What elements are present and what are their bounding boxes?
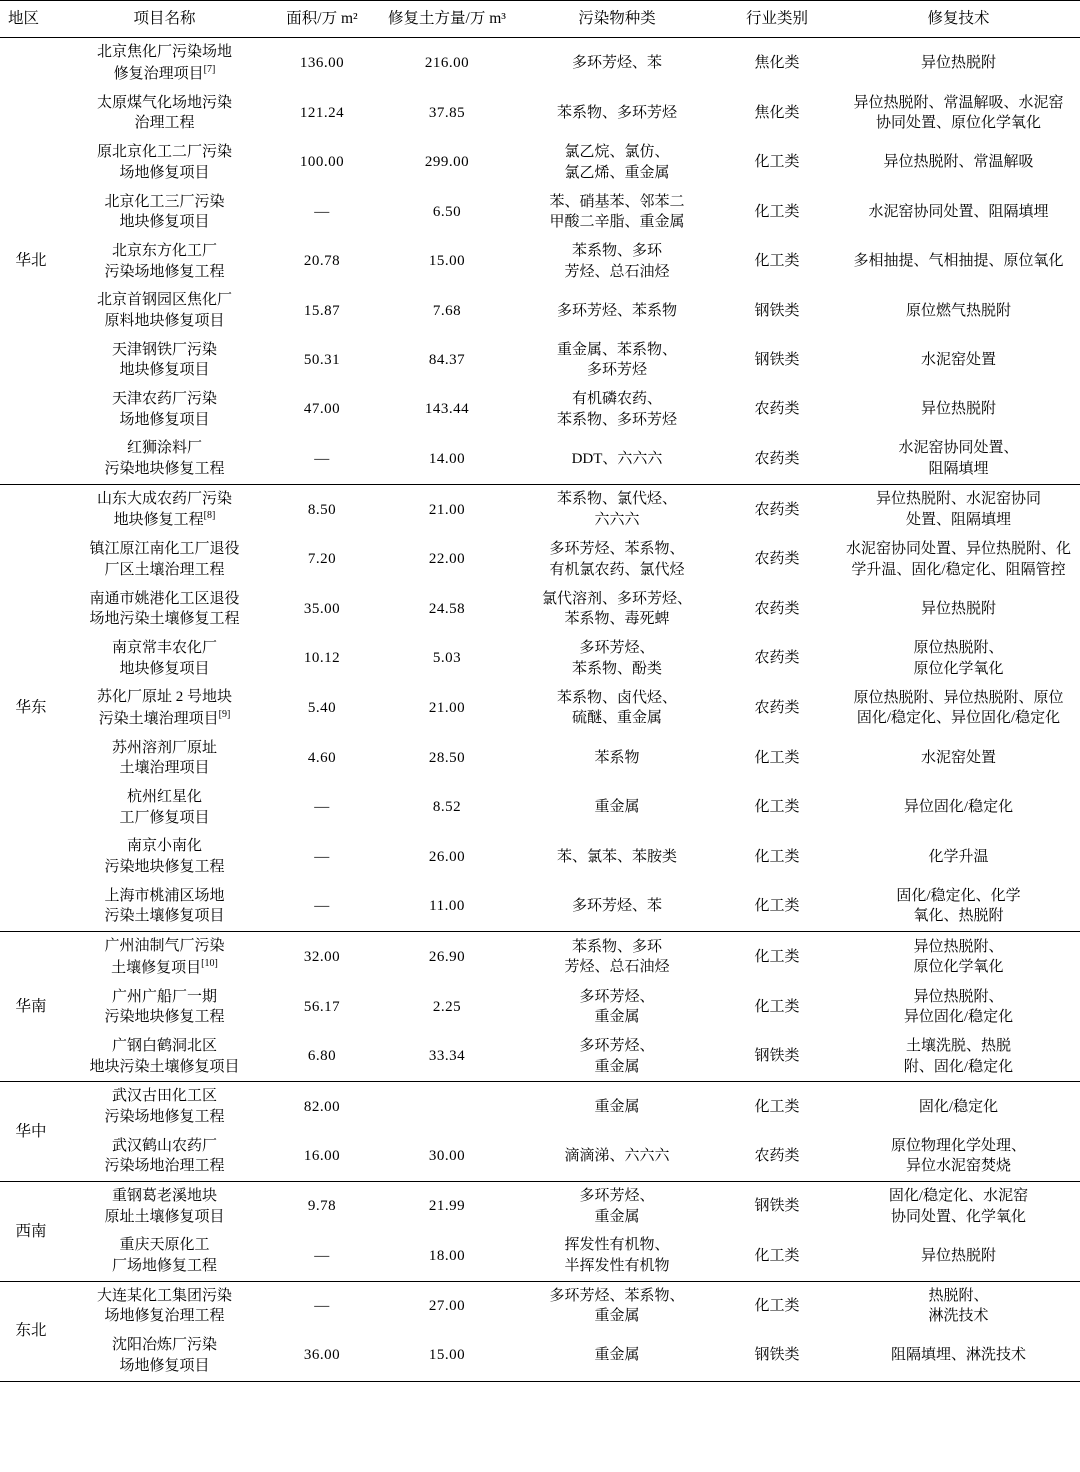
pollutant-cell: 氯乙烷、氯仿、 氯乙烯、重金属	[564, 144, 670, 181]
volume-cell: 22.00	[428, 551, 466, 568]
table-row	[0, 1281, 1080, 1331]
table-row	[0, 983, 1080, 1032]
area-cell: 136.00	[299, 55, 345, 72]
project-name-cell: 重钢葛老溪地块 原址土壤修复项目	[104, 1188, 225, 1225]
pollutant-cell: DDT、六六六	[571, 450, 663, 467]
project-name-cell: 重庆天原化工 厂场地修复工程	[111, 1237, 217, 1275]
industry-cell: 化工类	[754, 253, 800, 270]
project-name-cell: 红狮涂料厂 污染地块修复工程	[104, 440, 225, 478]
volume-cell: 143.44	[424, 401, 470, 418]
industry-cell: 化工类	[754, 1298, 800, 1315]
table-head	[0, 1, 1080, 38]
technology-cell: 土壤洗脱、热脱 附、固化/稳定化	[903, 1037, 1014, 1075]
volume-cell: 21.00	[428, 700, 466, 717]
table-row	[0, 434, 1080, 483]
volume-cell: 21.99	[428, 1198, 466, 1215]
pollutant-cell: 苯系物、多环芳烃	[556, 105, 677, 122]
project-name-cell: 广州广船厂一期 污染地块修复工程	[104, 988, 225, 1026]
pollutant-cell: 重金属	[594, 1347, 640, 1364]
pollutant-cell: 有机磷农药、 苯系物、多环芳烃	[556, 391, 677, 428]
project-name-cell: 广钢白鹤洞北区 地块污染土壤修复项目	[89, 1037, 240, 1075]
area-cell: 16.00	[303, 1147, 341, 1164]
industry-cell: 化工类	[754, 948, 800, 965]
table-row	[0, 535, 1080, 584]
area-cell: 36.00	[303, 1347, 341, 1364]
technology-cell: 固化/稳定化、化学 氧化、热脱附	[896, 887, 1021, 925]
area-cell: 7.20	[307, 551, 337, 568]
project-name-cell: 南通市姚港化工区退役 场地污染土壤修复工程	[89, 590, 240, 628]
table-row	[0, 1132, 1080, 1181]
pollutant-cell: 多环芳烃、 重金属	[579, 1037, 655, 1075]
table-row	[0, 484, 1080, 535]
volume-cell: 15.00	[428, 1347, 466, 1364]
pollutant-cell: 重金属、苯系物、 多环芳烃	[556, 341, 677, 379]
pollutant-cell: 多环芳烃、苯	[571, 898, 662, 915]
column-header-project: 项目名称	[62, 1, 267, 38]
technology-cell: 原位燃气热脱附	[905, 302, 1011, 319]
column-header-technology: 修复技术	[837, 1, 1080, 38]
column-header-volume: 修复土方量/万 m³	[377, 1, 517, 38]
project-name-cell: 沈阳冶炼厂污染 场地修复项目	[111, 1337, 217, 1374]
industry-cell: 钢铁类	[754, 302, 800, 319]
industry-cell: 农药类	[754, 501, 800, 518]
area-cell: 15.87	[303, 302, 341, 319]
separator-rule	[0, 1381, 1080, 1382]
project-name-cell: 天津钢铁厂污染 地块修复项目	[111, 341, 217, 379]
industry-cell: 化工类	[754, 998, 800, 1015]
project-name-cell: 南京常丰农化厂 地块修复项目	[111, 639, 217, 677]
area-cell: —	[314, 450, 330, 467]
area-cell: 5.40	[307, 700, 337, 717]
industry-cell: 焦化类	[754, 105, 800, 122]
pollutant-cell: 滴滴涕、六六六	[564, 1147, 670, 1164]
industry-cell: 农药类	[754, 700, 800, 717]
column-header-industry: 行业类别	[717, 1, 837, 38]
table-row	[0, 89, 1080, 138]
table-row	[0, 38, 1080, 89]
volume-cell: 28.50	[428, 749, 466, 766]
project-name-cell: 南京小南化 污染地块修复工程	[104, 838, 225, 876]
technology-cell: 水泥窑协同处置、阻隔填埋	[868, 203, 1049, 220]
industry-cell: 钢铁类	[754, 1048, 800, 1065]
industry-cell: 焦化类	[754, 55, 800, 72]
pollutant-cell: 多环芳烃、苯系物、 重金属	[549, 1287, 685, 1325]
industry-cell: 化工类	[754, 749, 800, 766]
technology-cell: 异位热脱附、 原位化学氧化	[913, 938, 1004, 976]
table-row	[0, 336, 1080, 385]
project-name-cell: 广州油制气厂污染 土壤修复项目[10]	[104, 938, 225, 976]
volume-cell: 18.00	[428, 1247, 466, 1264]
area-cell: 10.12	[303, 650, 341, 667]
project-name-cell: 杭州红星化 工厂修复项目	[119, 789, 210, 826]
technology-cell: 固化/稳定化、水泥窑 协同处置、化学氧化	[888, 1188, 1029, 1225]
pollutant-cell: 苯系物、多环 芳烃、总石油烃	[564, 242, 670, 280]
technology-cell: 异位热脱附	[920, 401, 996, 418]
region-cell: 西南	[15, 1222, 47, 1240]
technology-cell: 热脱附、 淋洗技术	[928, 1287, 989, 1325]
pollutant-cell: 多环芳烃、 重金属	[579, 1188, 655, 1225]
pollutant-cell: 苯、氯苯、苯胺类	[556, 848, 677, 865]
volume-cell: 84.37	[428, 351, 466, 368]
technology-cell: 异位热脱附、常温解吸	[883, 154, 1034, 171]
pollutant-cell: 多环芳烃、苯系物	[556, 302, 677, 319]
area-cell: 6.80	[307, 1048, 337, 1065]
area-cell: 100.00	[299, 154, 345, 171]
table-body	[0, 38, 1080, 1381]
table-row	[0, 1032, 1080, 1081]
area-cell: 56.17	[303, 998, 341, 1015]
volume-cell: 5.03	[432, 650, 462, 667]
volume-cell: 216.00	[424, 55, 470, 72]
area-cell: —	[314, 848, 330, 865]
region-cell: 东北	[15, 1322, 47, 1340]
industry-cell: 化工类	[754, 154, 800, 171]
table-row	[0, 1082, 1080, 1132]
area-cell: 20.78	[303, 253, 341, 270]
technology-cell: 水泥窑处置	[920, 749, 996, 766]
industry-cell: 农药类	[754, 551, 800, 568]
technology-cell: 原位热脱附、异位热脱附、原位 固化/稳定化、异位固化/稳定化	[853, 689, 1064, 727]
technology-cell: 异位固化/稳定化	[903, 799, 1014, 816]
project-name-cell: 天津农药厂污染 场地修复项目	[111, 391, 217, 428]
area-cell: —	[314, 1247, 330, 1264]
industry-cell: 化工类	[754, 898, 800, 915]
pollutant-cell: 苯、硝基苯、邻苯二 甲酸二辛脂、重金属	[549, 193, 685, 231]
industry-cell: 钢铁类	[754, 1198, 800, 1215]
technology-cell: 异位热脱附、常温解吸、水泥窑 协同处置、原位化学氧化	[853, 94, 1064, 132]
project-name-cell: 山东大成农药厂污染 地块修复工程[8]	[96, 490, 232, 529]
pollutant-cell: 氯代溶剂、多环芳烃、 苯系物、毒死蜱	[541, 590, 692, 628]
technology-cell: 水泥窑处置	[920, 351, 996, 368]
industry-cell: 化工类	[754, 1098, 800, 1115]
volume-cell: 24.58	[428, 600, 466, 617]
table-row	[0, 1231, 1080, 1280]
pollutant-cell: 苯系物、卤代烃、 硫醚、重金属	[556, 689, 677, 727]
volume-cell	[377, 1082, 517, 1132]
technology-cell: 水泥窑协同处置、 阻隔填埋	[898, 440, 1019, 478]
project-name-cell: 镇江原江南化工厂退役 厂区土壤治理工程	[89, 541, 240, 578]
table-row	[0, 237, 1080, 286]
project-name-cell: 北京化工三厂污染 地块修复项目	[104, 193, 225, 231]
project-name-cell: 苏化厂原址 2 号地块 污染土壤治理项目[9]	[96, 689, 232, 727]
area-cell: —	[314, 898, 330, 915]
area-cell: 35.00	[303, 600, 341, 617]
industry-cell: 农药类	[754, 650, 800, 667]
industry-cell: 化工类	[754, 799, 800, 816]
pollutant-cell: 苯系物、多环 芳烃、总石油烃	[564, 938, 670, 976]
volume-cell: 30.00	[428, 1147, 466, 1164]
technology-cell: 水泥窑协同处置、异位热脱附、化 学升温、固化/稳定化、阻隔管控	[845, 541, 1071, 578]
table-row	[0, 188, 1080, 237]
area-cell: 8.50	[307, 501, 337, 518]
industry-cell: 钢铁类	[754, 1347, 800, 1364]
volume-cell: 21.00	[428, 501, 466, 518]
table-row	[0, 734, 1080, 783]
table-header-row	[0, 1, 1080, 38]
industry-cell: 化工类	[754, 848, 800, 865]
project-name-cell: 原北京化工二厂污染 场地修复项目	[96, 144, 232, 181]
area-cell: 32.00	[303, 948, 341, 965]
technology-cell: 原位热脱附、 原位化学氧化	[913, 639, 1004, 677]
pollutant-cell: 苯系物、氯代烃、 六六六	[556, 491, 677, 528]
industry-cell: 钢铁类	[754, 351, 800, 368]
table-row	[0, 683, 1080, 733]
technology-cell: 异位热脱附	[920, 55, 996, 72]
volume-cell: 37.85	[428, 105, 466, 122]
project-name-cell: 武汉鹤山农药厂 污染场地治理工程	[104, 1137, 225, 1175]
region-cell: 华中	[15, 1122, 47, 1140]
column-header-region: 地区	[0, 1, 62, 38]
area-cell: 82.00	[303, 1098, 341, 1115]
volume-cell: 299.00	[424, 154, 470, 171]
area-cell: 4.60	[307, 749, 337, 766]
volume-cell: 2.25	[432, 998, 462, 1015]
project-name-cell: 太原煤气化场地污染 治理工程	[96, 94, 232, 132]
region-cell: 华东	[15, 699, 47, 717]
table-bottom-rule	[0, 1381, 1080, 1382]
technology-cell: 固化/稳定化	[918, 1098, 999, 1115]
table-row	[0, 1331, 1080, 1380]
volume-cell: 26.90	[428, 948, 466, 965]
technology-cell: 异位热脱附	[920, 600, 996, 617]
area-cell: 121.24	[299, 105, 345, 122]
region-cell: 华北	[15, 252, 47, 270]
technology-cell: 多相抽提、气相抽提、原位氧化	[853, 253, 1064, 270]
area-cell: —	[314, 799, 330, 816]
area-cell: —	[314, 1298, 330, 1315]
technology-cell: 异位热脱附、 异位固化/稳定化	[903, 988, 1014, 1026]
project-name-cell: 武汉古田化工区 污染场地修复工程	[104, 1088, 225, 1125]
project-name-cell: 北京首钢园区焦化厂 原料地块修复项目	[96, 292, 232, 329]
industry-cell: 农药类	[754, 600, 800, 617]
table-row	[0, 832, 1080, 881]
technology-cell: 阻隔填埋、淋洗技术	[890, 1347, 1026, 1364]
volume-cell: 26.00	[428, 848, 466, 865]
table-row	[0, 783, 1080, 832]
volume-cell: 27.00	[428, 1298, 466, 1315]
column-header-area: 面积/万 m²	[267, 1, 377, 38]
industry-cell: 化工类	[754, 203, 800, 220]
pollutant-cell: 重金属	[594, 799, 640, 816]
table-row	[0, 385, 1080, 434]
industry-cell: 农药类	[754, 401, 800, 418]
volume-cell: 33.34	[428, 1048, 466, 1065]
volume-cell: 6.50	[432, 203, 462, 220]
area-cell: 9.78	[307, 1198, 337, 1215]
project-name-cell: 上海市桃浦区场地 污染土壤修复项目	[104, 887, 225, 925]
table-row	[0, 585, 1080, 634]
table-row	[0, 1182, 1080, 1232]
volume-cell: 11.00	[429, 898, 465, 915]
region-cell: 华南	[15, 998, 47, 1015]
technology-cell: 异位热脱附、水泥窑协同 处置、阻隔填埋	[875, 491, 1041, 528]
technology-cell: 原位物理化学处理、 异位水泥窑焚烧	[890, 1137, 1026, 1175]
pollutant-cell: 多环芳烃、苯	[571, 55, 662, 72]
pollutant-cell: 挥发性有机物、 半挥发性有机物	[564, 1237, 670, 1275]
table-row	[0, 138, 1080, 187]
pollutant-cell: 重金属	[594, 1098, 640, 1115]
industry-cell: 农药类	[754, 1147, 800, 1164]
column-header-pollutant: 污染物种类	[517, 1, 717, 38]
industry-cell: 农药类	[754, 450, 800, 467]
area-cell: —	[314, 203, 330, 220]
pollutant-cell: 多环芳烃、 重金属	[579, 988, 655, 1026]
technology-cell: 异位热脱附	[920, 1247, 996, 1264]
volume-cell: 14.00	[428, 450, 466, 467]
volume-cell: 7.68	[432, 302, 462, 319]
table-row	[0, 932, 1080, 983]
pollutant-cell: 苯系物	[594, 749, 640, 766]
project-name-cell: 北京东方化工厂 污染场地修复工程	[104, 242, 225, 280]
table-row	[0, 634, 1080, 683]
pollutant-cell: 多环芳烃、 苯系物、酚类	[571, 639, 662, 677]
pollutant-cell: 多环芳烃、苯系物、 有机氯农药、氯代烃	[549, 541, 685, 578]
table-row	[0, 286, 1080, 335]
industry-cell: 化工类	[754, 1247, 800, 1264]
technology-cell: 化学升温	[928, 848, 989, 865]
volume-cell: 15.00	[428, 253, 466, 270]
volume-cell: 8.52	[432, 799, 462, 816]
project-name-cell: 苏州溶剂厂原址 土壤治理项目	[111, 739, 217, 777]
area-cell: 50.31	[303, 351, 341, 368]
area-cell: 47.00	[303, 401, 341, 418]
project-name-cell: 北京焦化厂污染场地 修复治理项目[7]	[96, 44, 232, 83]
project-name-cell: 大连某化工集团污染 场地修复治理工程	[96, 1287, 232, 1325]
table-row	[0, 882, 1080, 931]
